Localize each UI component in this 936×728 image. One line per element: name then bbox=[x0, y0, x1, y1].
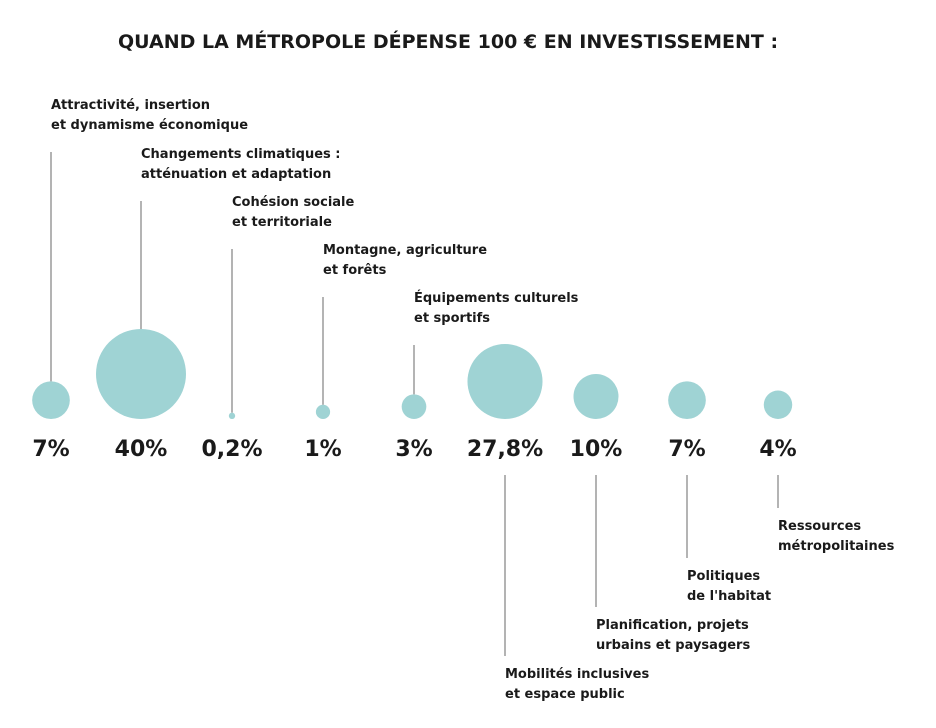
bubble bbox=[467, 344, 542, 419]
chart-title: QUAND LA MÉTROPOLE DÉPENSE 100 € EN INVESTISSEMENT : bbox=[118, 31, 779, 53]
value-label: 0,2% bbox=[201, 437, 263, 462]
category-label: Changements climatiques : atténuation et adaptation bbox=[141, 147, 341, 182]
category-label: Montagne, agriculture et forêts bbox=[323, 243, 488, 278]
value-label: 27,8% bbox=[466, 437, 544, 462]
value-label: 3% bbox=[395, 437, 433, 462]
value-label: 4% bbox=[759, 437, 797, 462]
category-label: Ressources métropolitaines bbox=[778, 519, 895, 554]
category-label: Planification, projets urbains et paysagers bbox=[596, 618, 751, 653]
value-label: 7% bbox=[668, 437, 706, 462]
bubble bbox=[316, 405, 330, 419]
value-label: 1% bbox=[304, 437, 342, 462]
bubble bbox=[764, 391, 792, 419]
bubble bbox=[402, 394, 427, 419]
bubble bbox=[229, 413, 235, 419]
category-label: Équipements culturels et sportifs bbox=[414, 291, 579, 326]
category-label: Cohésion sociale et territoriale bbox=[232, 195, 355, 230]
category-label: Mobilités inclusives et espace public bbox=[505, 667, 650, 702]
value-label: 7% bbox=[32, 437, 70, 462]
bubble bbox=[96, 329, 186, 419]
bubble bbox=[574, 374, 619, 419]
value-label: 40% bbox=[114, 437, 168, 462]
value-label: 10% bbox=[569, 437, 623, 462]
category-label: Attractivité, insertion et dynamisme économique bbox=[51, 98, 249, 133]
bubble bbox=[668, 381, 706, 419]
category-label: Politiques de l'habitat bbox=[687, 569, 772, 604]
bubble bbox=[32, 381, 70, 419]
